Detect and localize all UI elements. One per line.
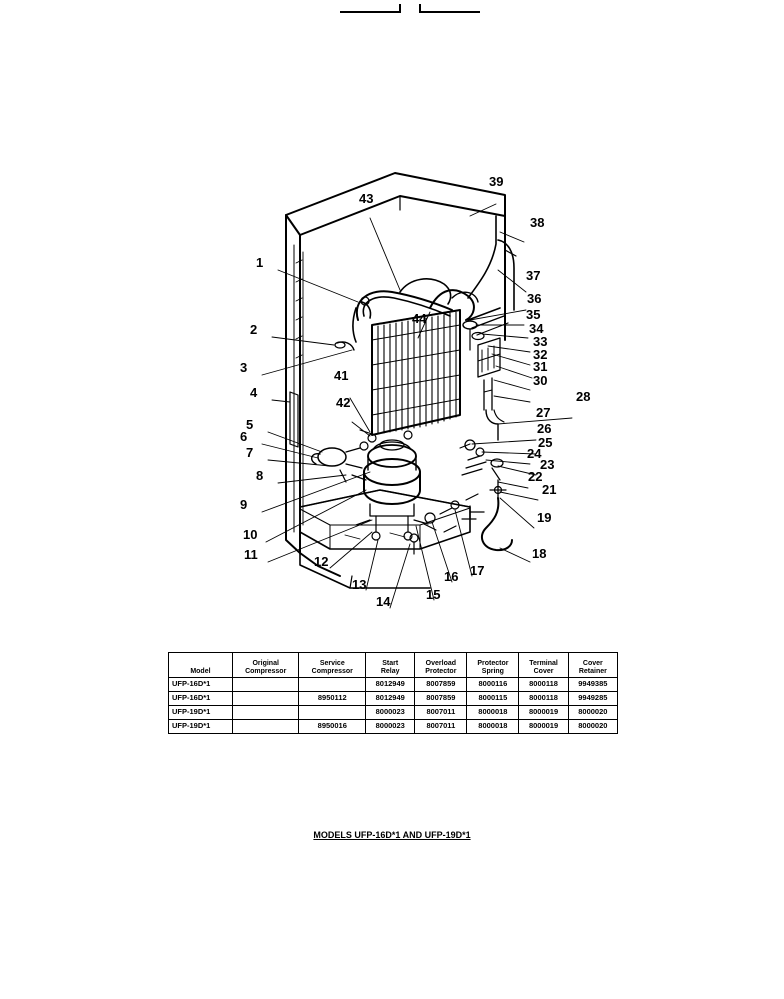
cell-terminal-cover: 8000118 <box>519 678 568 692</box>
col-start-relay-line2: Relay <box>380 667 400 675</box>
cell-overload-protector: 8007011 <box>415 720 467 734</box>
callout-18: 18 <box>532 546 547 561</box>
callout-42: 42 <box>336 395 351 410</box>
callout-41: 41 <box>334 368 349 383</box>
cell-cover-retainer: 8000020 <box>568 720 617 734</box>
callout-36: 36 <box>527 291 542 306</box>
registration-marks <box>0 0 784 14</box>
callout-26: 26 <box>537 421 552 436</box>
registration-tick-right <box>419 4 421 13</box>
cell-service-compressor: 8950016 <box>299 720 366 734</box>
callout-32: 32 <box>533 347 548 362</box>
col-overload-protector-line2: Protector <box>425 667 457 675</box>
parts-table <box>168 652 618 734</box>
cell-overload-protector: 8007011 <box>415 706 467 720</box>
cell-protector-spring: 8000018 <box>467 720 519 734</box>
col-protector-spring-line1: Protector <box>477 659 509 667</box>
cell-service-compressor <box>299 706 366 720</box>
cell-service-compressor: 8950112 <box>299 692 366 706</box>
cell-protector-spring: 8000018 <box>467 706 519 720</box>
cell-cover-retainer: 8000020 <box>568 706 617 720</box>
callout-3: 3 <box>240 360 248 375</box>
col-original-compressor-line2: Compressor <box>245 667 287 675</box>
callout-22: 22 <box>528 469 543 484</box>
col-start-relay <box>366 653 415 678</box>
callout-24: 24 <box>527 446 542 461</box>
col-terminal-cover-line2: Cover <box>533 667 554 675</box>
col-start-relay-line1: Start <box>382 659 399 667</box>
callout-34: 34 <box>529 321 544 336</box>
cell-model: UFP-19D*1 <box>169 706 233 720</box>
cell-original-compressor <box>232 720 299 734</box>
cell-overload-protector: 8007859 <box>415 692 467 706</box>
figure-caption: MODELS UFP-16D*1 AND UFP-19D*1 <box>313 830 471 840</box>
table-row <box>169 706 618 720</box>
table-row <box>169 720 618 734</box>
callout-28: 28 <box>576 389 591 404</box>
callout-38: 38 <box>530 215 545 230</box>
callout-14: 14 <box>376 594 391 609</box>
col-model-line2: Model <box>190 667 211 675</box>
parts-table-container <box>168 652 618 734</box>
callout-5: 5 <box>246 417 254 432</box>
col-service-compressor-line1: Service <box>319 659 345 667</box>
registration-mark-left <box>340 11 400 13</box>
callout-33: 33 <box>533 334 548 349</box>
callout-6: 6 <box>240 429 248 444</box>
cell-model: UFP-16D*1 <box>169 678 233 692</box>
callout-15: 15 <box>426 587 441 602</box>
cell-protector-spring: 8000116 <box>467 678 519 692</box>
cell-start-relay: 8012949 <box>366 692 415 706</box>
callout-21: 21 <box>542 482 557 497</box>
col-service-compressor <box>299 653 366 678</box>
callout-44: 44 <box>412 311 427 326</box>
cell-start-relay: 8000023 <box>366 720 415 734</box>
col-protector-spring <box>467 653 519 678</box>
col-model <box>169 653 233 678</box>
cell-original-compressor <box>232 692 299 706</box>
cell-original-compressor <box>232 706 299 720</box>
col-original-compressor-line1: Original <box>252 659 279 667</box>
callout-4: 4 <box>250 385 258 400</box>
col-overload-protector-line1: Overload <box>425 659 457 667</box>
callout-43: 43 <box>359 191 374 206</box>
cell-terminal-cover: 8000019 <box>519 706 568 720</box>
cell-overload-protector: 8007859 <box>415 678 467 692</box>
col-cover-retainer-line1: Cover <box>582 659 603 667</box>
callout-10: 10 <box>243 527 258 542</box>
col-terminal-cover <box>519 653 568 678</box>
callout-37: 37 <box>526 268 541 283</box>
callout-31: 31 <box>533 359 548 374</box>
callout-23: 23 <box>540 457 555 472</box>
col-original-compressor <box>232 653 299 678</box>
table-row <box>169 678 618 692</box>
cell-cover-retainer: 9949285 <box>568 692 617 706</box>
table-row <box>169 692 618 706</box>
col-cover-retainer-line2: Retainer <box>578 667 607 675</box>
callout-13: 13 <box>352 577 367 592</box>
registration-tick-left <box>399 4 401 13</box>
cell-terminal-cover: 8000118 <box>519 692 568 706</box>
cell-start-relay: 8012949 <box>366 678 415 692</box>
callout-7: 7 <box>246 445 254 460</box>
callout-39: 39 <box>489 174 504 189</box>
callout-2: 2 <box>250 322 258 337</box>
exploded-view-illustration <box>0 20 784 640</box>
callout-35: 35 <box>526 307 541 322</box>
col-overload-protector <box>415 653 467 678</box>
cell-original-compressor <box>232 678 299 692</box>
callout-8: 8 <box>256 468 264 483</box>
col-cover-retainer <box>568 653 617 678</box>
cell-service-compressor <box>299 678 366 692</box>
col-service-compressor-line2: Compressor <box>311 667 353 675</box>
callout-19: 19 <box>537 510 552 525</box>
callout-30: 30 <box>533 373 548 388</box>
cell-start-relay: 8000023 <box>366 706 415 720</box>
callout-11: 11 <box>244 547 258 562</box>
table-header-row <box>169 653 618 678</box>
cell-model: UFP-19D*1 <box>169 720 233 734</box>
cell-terminal-cover: 8000019 <box>519 720 568 734</box>
cell-model: UFP-16D*1 <box>169 692 233 706</box>
registration-mark-right <box>420 11 480 13</box>
cell-cover-retainer: 9949385 <box>568 678 617 692</box>
col-protector-spring-line2: Spring <box>481 667 504 675</box>
callout-1: 1 <box>256 255 264 270</box>
callout-27: 27 <box>536 405 551 420</box>
col-terminal-cover-line1: Terminal <box>529 659 558 667</box>
cell-protector-spring: 8000115 <box>467 692 519 706</box>
callout-16: 16 <box>444 569 459 584</box>
callout-9: 9 <box>240 497 248 512</box>
callout-17: 17 <box>470 563 485 578</box>
callout-12: 12 <box>314 554 329 569</box>
callout-25: 25 <box>538 435 553 450</box>
